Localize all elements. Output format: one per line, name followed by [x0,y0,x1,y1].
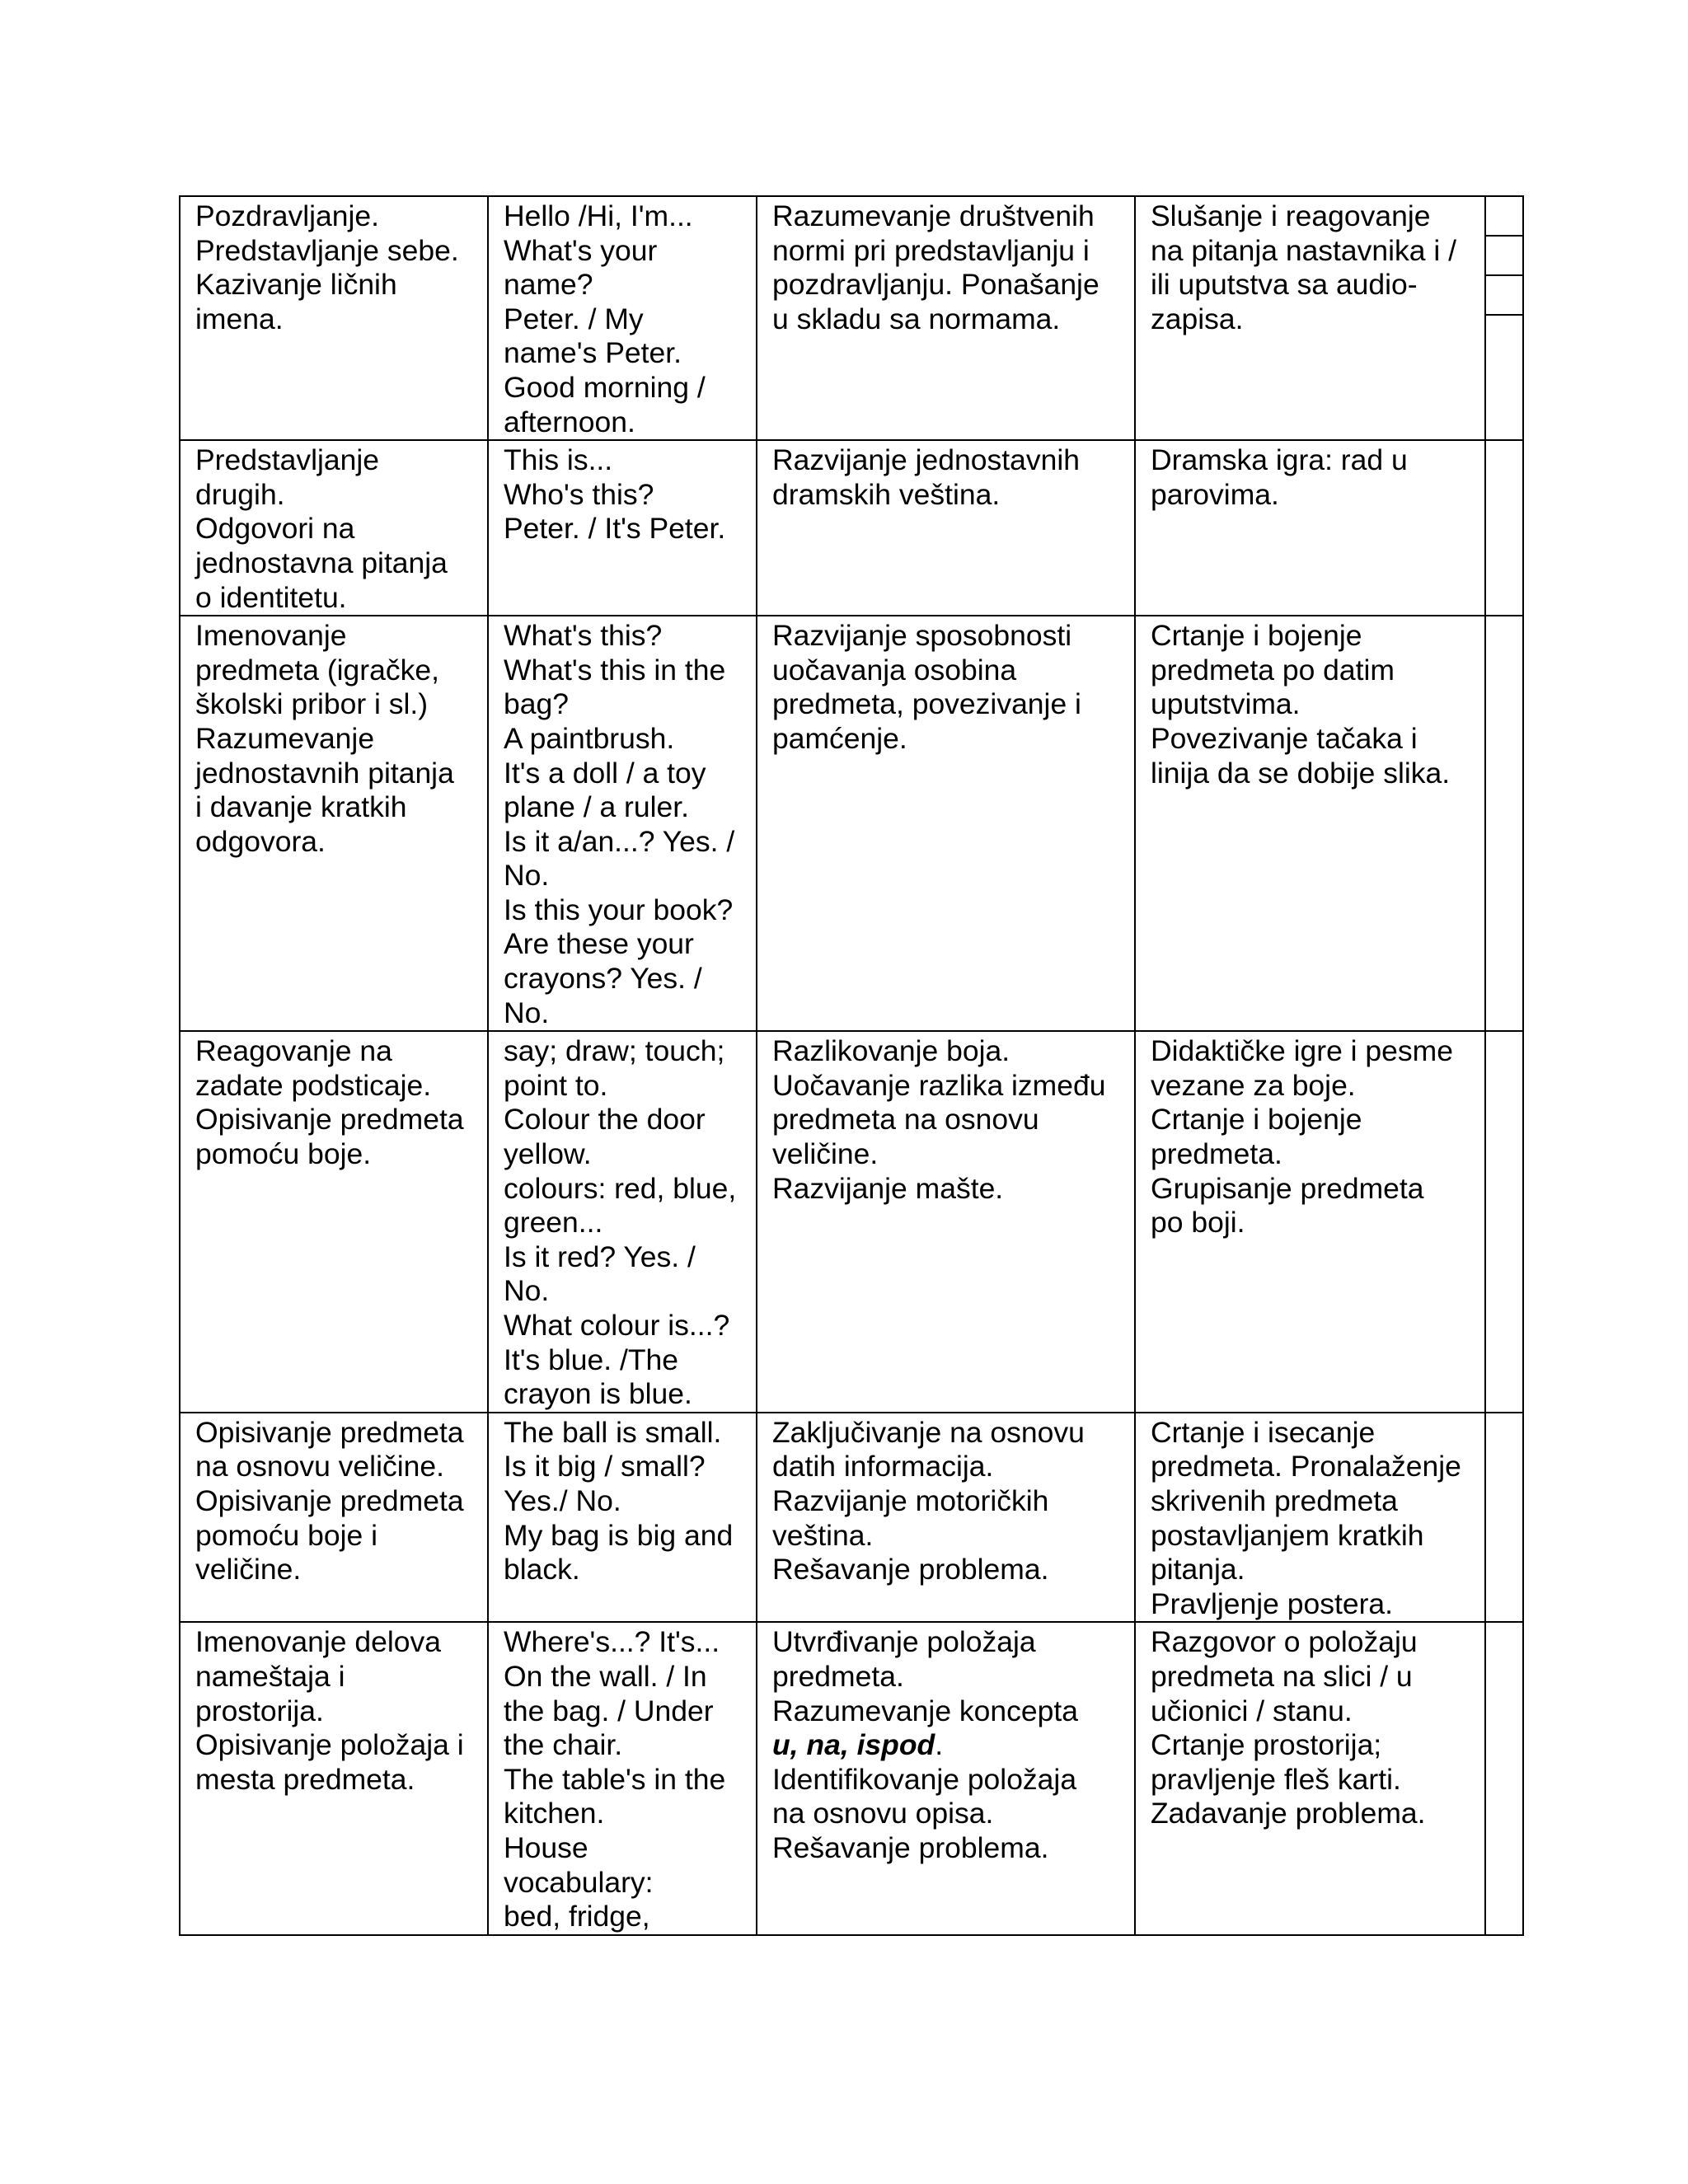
text-line: i davanje kratkih [195,790,407,824]
text-line: No. [504,996,550,1029]
text-line: Is it big / small? [504,1450,706,1483]
text-line: Razlikovanje boja. [772,1034,1010,1068]
text-line: nameštaja i [195,1659,345,1693]
text-line: Povezivanje tačaka i [1151,721,1418,755]
text-line: o identitetu. [195,580,347,614]
text-line: bag? [504,687,569,721]
text-line: vezane za boje. [1151,1068,1356,1102]
text-line: name? [504,268,593,302]
text-line: imena. [195,302,284,335]
emphasis-text: u, na, ispod [772,1728,935,1762]
text-line: Zadavanje problema. [1151,1797,1426,1830]
text-line: It's blue. /The [504,1343,678,1376]
text-line: Uočavanje razlika između [772,1068,1106,1102]
text-line: the bag. / Under [504,1694,714,1727]
text-line: Opisivanje položaja i [195,1728,464,1762]
text-line: Are these your [504,927,694,961]
text-line: predmeta (igračke, [195,653,439,687]
text-line: crayons? Yes. / [504,962,702,996]
text-line: Pozdravljanje. [195,199,379,232]
text-line: postavljanjem kratkih [1151,1518,1424,1552]
text-line: parovima. [1151,477,1279,511]
text-line: jednostavnih pitanja [195,756,454,790]
text-line: point to. [504,1068,608,1102]
text-line: predmeta. Pronalaženje [1151,1450,1461,1483]
cell-goals [757,1622,1135,1934]
text-line: pravljenje fleš karti. [1151,1762,1401,1796]
text-line: Crtanje i bojenje [1151,619,1362,653]
text-line: školski pribor i sl.) [195,687,429,721]
text-line: predmeta. [772,1659,904,1693]
emphasis-tail: . [935,1728,944,1762]
text-line: jednostavna pitanja [195,546,448,579]
text-line: normi pri predstavljanju i [772,233,1090,267]
text-line: Razumevanje koncepta [772,1694,1078,1727]
text-line: Reagovanje na [195,1034,392,1068]
cell-activities [1135,1031,1485,1413]
cell-topic [180,1413,488,1623]
text-line: yellow. [504,1137,592,1171]
text-line: Grupisanje predmeta [1151,1171,1424,1205]
text-line: What's your [504,233,658,267]
text-line: Crtanje i isecanje [1151,1415,1376,1449]
text-line: No. [504,859,550,893]
text-line: linija da se dobije slika. [1151,756,1451,790]
divider [1486,235,1522,237]
text-line: prostorija. [195,1694,324,1727]
text-line: pitanja. [1151,1553,1245,1586]
text-line: Slušanje i reagovanje [1151,199,1431,232]
text-line: Imenovanje [195,619,347,653]
text-line: black. [504,1553,580,1586]
text-line: Rešavanje problema. [772,1830,1049,1864]
cell-extra [1485,196,1523,440]
text-line: It's a doll / a toy [504,756,706,790]
text-line: mesta predmeta. [195,1762,415,1796]
text-line: Crtanje prostorija; [1151,1728,1382,1762]
text-line: veličine. [195,1553,302,1586]
text-line: pomoću boje i [195,1518,378,1552]
cell-activities [1135,1622,1485,1934]
text-line: dramskih veština. [772,477,1001,511]
text-line: predmeta, povezivanje i [772,687,1081,721]
text-line: My bag is big and [504,1518,734,1552]
text-line: Rešavanje problema. [772,1553,1049,1586]
cell-topic [180,196,488,440]
cell-topic [180,440,488,616]
text-line: datih informacija. [772,1450,994,1483]
text-line: bed, fridge, [504,1900,650,1933]
text-line: veličine. [772,1137,879,1171]
text-line: Kazivanje ličnih [195,268,397,302]
cell-activities [1135,440,1485,616]
text-line: green... [504,1206,603,1240]
cell-extra [1485,1413,1523,1623]
text-line: pamćenje. [772,721,907,755]
text-line: Opisivanje predmeta [195,1415,464,1449]
text-line: uputstvima. [1151,687,1301,721]
text-line: On the wall. / In [504,1659,707,1693]
text-line: Is it a/an...? Yes. / [504,824,735,858]
text-line: plane / a ruler. [504,790,689,824]
cell-extra [1485,616,1523,1031]
text-line: predmeta po datim [1151,653,1395,687]
text-line: the chair. [504,1728,623,1762]
text-line: crayon is blue. [504,1377,692,1411]
text-line: na pitanja nastavnika i / [1151,233,1457,267]
cell-goals [757,440,1135,616]
text-line: What's this in the [504,653,726,687]
table-row [180,616,1523,1031]
text-line: uočavanja osobina [772,653,1017,687]
text-line: Razvijanje jednostavnih [772,443,1080,477]
cell-extra [1485,1031,1523,1413]
text-line: Razvijanje motoričkih [772,1483,1049,1517]
text-line: Razvijanje mašte. [772,1171,1004,1205]
text-line: skrivenih predmeta [1151,1483,1398,1517]
text-line: predmeta na osnovu [772,1103,1039,1137]
text-line: Is this your book? [504,893,734,926]
text-line: This is... [504,443,613,477]
text-line: Who's this? [504,477,654,511]
text-line: Colour the door [504,1103,706,1137]
text-line: odgovora. [195,824,326,858]
text-line: Peter. / It's Peter. [504,512,726,546]
text-line: The ball is small. [504,1415,722,1449]
cell-language [488,440,757,616]
cell-activities [1135,1413,1485,1623]
text-line: zapisa. [1151,302,1244,335]
text-line: na osnovu opisa. [772,1797,994,1830]
text-line: Good morning / [504,370,706,404]
cell-goals [757,1031,1135,1413]
divider [1486,314,1522,316]
text-line: Crtanje i bojenje [1151,1103,1362,1137]
text-line: zadate podsticaje. [195,1068,432,1102]
table-row [180,1413,1523,1623]
text-line: predmeta. [1151,1137,1282,1171]
text-line: vocabulary: [504,1865,654,1899]
cell-topic [180,1031,488,1413]
text-line: Peter. / My [504,302,644,335]
cell-language [488,1413,757,1623]
text-line: pomoću boje. [195,1137,372,1171]
text-line: Where's...? It's... [504,1625,720,1659]
table-row [180,1622,1523,1934]
text-line: u skladu sa normama. [772,302,1061,335]
text-line: The table's in the [504,1762,726,1796]
text-line: A paintbrush. [504,721,675,755]
cell-language [488,616,757,1031]
cell-language [488,1622,757,1934]
text-line: Yes./ No. [504,1483,621,1517]
text-line: veština. [772,1518,874,1552]
text-line: Hello /Hi, I'm... [504,199,693,232]
text-line: Predstavljanje sebe. [195,233,459,267]
cell-extra [1485,440,1523,616]
text-line: Opisivanje predmeta [195,1483,464,1517]
cell-topic [180,1622,488,1934]
table-row [180,196,1523,440]
text-line: Opisivanje predmeta [195,1103,464,1137]
text-line: colours: red, blue, [504,1171,737,1205]
text-line: Is it red? Yes. / [504,1240,696,1273]
cell-activities [1135,196,1485,440]
text-line: name's Peter. [504,336,682,370]
text-line: Pravljenje postera. [1151,1586,1394,1620]
text-line: ili uputstva sa audio- [1151,268,1418,302]
table-row [180,440,1523,616]
text-line: Razgovor o položaju [1151,1625,1418,1659]
text-line: na osnovu veličine. [195,1450,444,1483]
text-line: po boji. [1151,1206,1245,1240]
text-line: Imenovanje delova [195,1625,442,1659]
text-line: Zaključivanje na osnovu [772,1415,1085,1449]
cell-language [488,1031,757,1413]
text-line: Utvrđivanje položaja [772,1625,1036,1659]
text-line: Odgovori na [195,512,355,546]
text-line: pozdravljanju. Ponašanje [772,268,1100,302]
text-line: učionici / stanu. [1151,1694,1353,1727]
table-row [180,1031,1523,1413]
cell-language [488,196,757,440]
text-line: Razumevanje [195,721,375,755]
cell-activities [1135,616,1485,1031]
text-line: Razumevanje društvenih [772,199,1095,232]
text-line: What colour is...? [504,1309,730,1342]
text-line: drugih. [195,477,285,511]
text-line: Predstavljanje [195,443,379,477]
text-line: No. [504,1274,550,1308]
text-line: say; draw; touch; [504,1034,725,1068]
text-line: Identifikovanje položaja [772,1762,1077,1796]
text-line: kitchen. [504,1797,605,1830]
text-line: Didaktičke igre i pesme [1151,1034,1453,1068]
text-line [772,1728,1119,1763]
text-line: predmeta na slici / u [1151,1659,1413,1693]
cell-goals [757,616,1135,1031]
cell-goals [757,196,1135,440]
text-line: House [504,1830,588,1864]
curriculum-table [179,195,1524,1936]
text-line: Razvijanje sposobnosti [772,619,1072,653]
text-line: Dramska igra: rad u [1151,443,1408,477]
divider [1486,274,1522,276]
text-line: afternoon. [504,405,635,438]
text-line: What's this? [504,619,663,653]
cell-goals [757,1413,1135,1623]
cell-extra [1485,1622,1523,1934]
cell-topic [180,616,488,1031]
